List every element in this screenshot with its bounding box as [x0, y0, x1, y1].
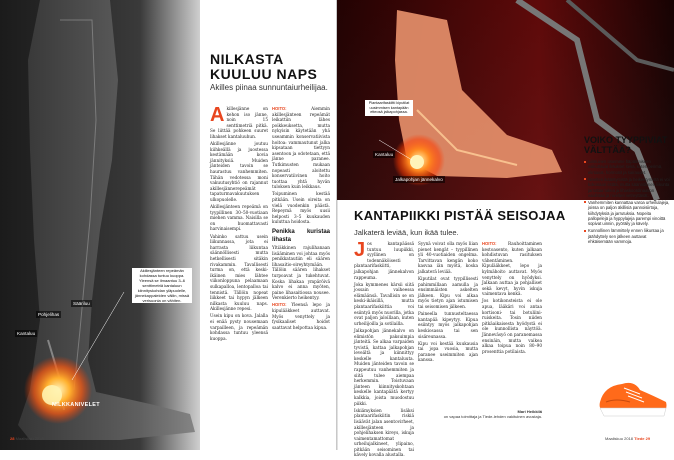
paragraph: os kantapäässä tuntuu luupiikki, syyllinen on todennäköisesti plantaarifaskiitti, jalkapohjan jännekalvon rappeuma. — [354, 241, 414, 280]
paragraph: Toipuminen kestää pitkään. Usein oireita on vielä vuodenkin päästä. Repeymä myös uusii helposti 3–5 kuukauden kuluttua hoidosta. — [272, 191, 330, 225]
paragraph: Yltiäkkinen rajulihanaan lisääminen voi johtaa myös penikkatautiin eli säären lihasaitio-oireyhtymään. Tällöin säären lihakset turpoavat ja tukehtuvat. Koska lihakaa ympäröivä kalvo ei anna myöten, paine lihasaitiossa nousee. Verenkierto heikentyy. — [272, 244, 330, 301]
right-article-column-3 — [482, 241, 542, 356]
paragraph: Aiemmin akillesjänteen repeämät leikattiin lähes poikkeuksetta, mutta nykyisin käytetään yhä useammin konservatiivista hoitoa: vammautunut jalka kipsataan tiettyyn asentoon ja odotetaan, että jänne paranee. Tutkimusten mukaan nopeasti aloitettu konservatiivinen hoito tuottaa yhtä hyvän tuloksen kuin leikkaus. — [272, 106, 330, 190]
issue-date: Maaliskuu 2018 — [605, 436, 634, 441]
hoito-label: HOITO: — [482, 241, 497, 246]
left-photo-caption: Akillesjänteen repeämän kohdassa tuntuu kuoppa. Yleensä se ilmaantuu 3–6 senttimetriä kantaluun kiinnityskohdan yläpuolelle, jännekappaleiden väliin, missä verisuonia on vähiten. — [132, 268, 192, 303]
right-article-column-2 — [418, 241, 478, 364]
left-dropcap: A — [210, 104, 225, 126]
paragraph: Akillesjänteen repeämä on tyypillinen 30–50-vuotiaan miehen vamma. Naisilla se on huomattavasti harvinaisempi. — [210, 204, 268, 232]
label-saariluu: Sääriluu — [73, 301, 90, 306]
paragraph: killesjänne on kehon iso jänne, noin 15 senttimetriä pitkä. Se liittää pohkeen suuret lihakset kantaluuhun. — [210, 106, 268, 139]
paragraph: Rauhoittaminen kestoasento, kuten jalkaan kohdistuvan rasituksen vähentäminen. Kipulääkkeet, lepo ja kylmähoito auttavat. Myös venyttely on hyödyksi. Jalkaan auttaa ja pohjalliset sekä kevyt, hyvin iskuja vaimentava kenkä. — [482, 241, 542, 297]
paragraph: Syynä voivat olla myös liian pienet kengät – tyypillinen yli 40-vuotiaiden ongelma. Tarvittavan kengän koko kasvaa iän myötä, koska jalkaterä leviää. — [418, 241, 478, 274]
sidebar-list-item: Kunnollinen lämmittely ennen liikuntaa ja jäähdyttely sen jälkeen auttavat ehkäisemään vammoja. — [584, 228, 670, 244]
label-kantaluu-right: Kantaluu — [375, 152, 394, 157]
sidebar-list-item: Vanhemmiten kannattaa varoa urheilulajeja, joissa on paljon äkillisiä pannoisiirtoja, kiihdytyksiä ja jarrutuksia. Nopeita pallopelejä ja hyppylajeja parempi vinoittä sopivat uinnin, pyöräily ja kävely. — [584, 200, 670, 227]
left-article-lead: Akilles piinaa sunnuntaiurheilijaa. — [210, 83, 328, 92]
paragraph: Usein kipu on kova. Jalalla ei enää pysty nousemaan varpailleen, ja repeämän kohdassa tuntuu yleensä kuoppa. — [210, 313, 268, 341]
page-number: 28 — [10, 436, 15, 441]
left-article-title: NILKASTA KUULUU NAPS — [210, 51, 318, 82]
paragraph: Paineella tunnusteltaessa kantapää kipeytyy. Kipua esiintyy myös jalkapohjan keskiosassa tai sen sisäreunassa. — [418, 311, 478, 339]
author-description: on vapaa toimittaja ja Tiede-lehden vakituinen avustaja. — [443, 414, 542, 419]
paragraph: Jos kotikonsteista ei ole apua, lääkäri voi antaa kortisoni- tai botuliini-ruiskeita. Tosin niiden pitkäaikaisesta hyödystä ei ole kunnollista näyttöä. Jänneväsyö on paranemassa ensinäin, mutta vaikea alkaa toipua noin 80–90 prosenttia potilaista. — [482, 298, 542, 354]
label-kantaluu: Kantaluu — [17, 331, 36, 336]
right-article-column-1 — [354, 241, 414, 460]
paragraph: Jalkapohjan jännekalvo on elimistön paksuimpia jänteitä. Se alkaa varpaiden tyvistä, kattaa jalkapohjan leveältä ja kiinnittyy keskelle kantaluuta. Muiden jänteiden tavoin se rappeutuu vanhemmiten ja siitä tulee aiempaa herkemmin. Toistuvaan jänteen kiinnityskohtaan keskelle kantapäätä kertyy kalkkia, joista muodostuu piikki. — [354, 327, 414, 406]
sidebar-list — [578, 159, 670, 245]
left-anatomy-photo — [0, 0, 200, 450]
leg-illustration — [0, 0, 200, 450]
paragraph: Iskiämyksien lisäksi plantaarifaskiitin riskiä lisäävät jalan asentovirheet, akillesjänteen ja pohjelihaksen kireys, iskuja vaimentamattomat urheilujalkineet, ylipaino, pitkään seisominen tai kävely kovalla alustalla. — [354, 407, 414, 458]
paragraph: Kipu voi kestää kuukausia tai jopa vuosia, mutta paranee useimmiten ajan kanssa. — [418, 340, 478, 363]
author-name: Mari Heikkilä — [517, 409, 542, 414]
paragraph: Akillesjänne joutuu kiihkeällä ja juostessa kestämään kovia jännityksiä. Muiden jänteiden tavoin se haurastuu vanhemmiten. Tähän vedotessa moni vakuutusyhtiö on rajannut akillesjännerepeämät tapaturmavakuutuksen ulkopuolelle. — [210, 141, 268, 202]
right-article-title: KANTAPIIKKI PISTÄÄ SEISOJAA — [354, 208, 566, 223]
label-pohjelihas: Pohjelihas — [38, 312, 60, 317]
paragraph: Yleensä lepo ja kipulääkkeet auttavat. Myös venyttely ja fysikaaliset hoidot saattavat helpottaa kipua. — [272, 302, 330, 330]
right-dropcap: J — [354, 239, 366, 261]
paragraph: Kiputilat ovat tyypillisesti pahimmillaan aamulla ja ensimmäisten askelten jälkeen. Kipu voi alkaa myös tietyn ajan istumisen tai seisomisen jälkeen. — [418, 276, 478, 310]
right-footer — [605, 436, 650, 441]
issue-date: Maaliskuu 2018 — [15, 436, 44, 441]
right-article-lead: Jalkaterä leviää, kun ikää tulee. — [354, 228, 459, 237]
paragraph: Joka kymmenes kärsii siitä jossain vaiheessa elämäänsä. Tavallisin se on keski-ikäisillä, mutta plantaarifaskiittia voi esiintyä myös nuorilla, jotka ovat paljon jaloillaan, kuten urheilijoilla ja sotilailla. — [354, 281, 414, 326]
paragraph: Vahinko sattuu usein liikunnassa, jota ei harrasta liikuntaa säännöllisesti mutta hetkellisesti sitäkin rivakammin. Tavallisesti turma on, että keski-ikäinen mies lähtee viikonloppuna pelaamaan sulkapalloa, lentopalloa tai tennistä. Tällöin nopeat liikkeet tai hypyn jälkeen nilkasta kuuluu naps. Akillesjänne repesi. — [210, 233, 268, 312]
sidebar-title: VOIKO TYYPPIVIAT VÄLTTÄÄ? — [584, 135, 668, 155]
sidebar-list-item: Liikkuvien osiemme häpäämiseen vaikuttavat ikäukset sekä, kuten perimä, elintavat, hormonit ja sairaudet. — [584, 159, 670, 175]
left-footer — [10, 436, 44, 441]
right-photo-caption: Plantaarifaskiitti kiputilat uusimmisen kantapään etteosä jalkapohjassa. — [365, 100, 413, 116]
label-nilkkanivelet: NILKKANIVELET — [52, 402, 100, 408]
left-subhead: Penikka kuristaa lihasta — [272, 228, 330, 243]
magazine-name: Tiede — [634, 436, 645, 441]
page-number: 29 — [645, 436, 651, 441]
hoito-label: HOITO: — [272, 106, 287, 111]
hoito-label: HOITO: — [272, 302, 287, 308]
running-shoe-image — [596, 372, 670, 420]
sidebar-list-item: Nivelten ikääntymistä ja heikentymistä ei voi kokonaan estää, mutta säännöllinen liikunta jarruttaa tukea ja lihaskoordinaation vaalintaa ja nivelten vetreyttävät. — [584, 177, 670, 199]
left-article-column-2 — [272, 106, 330, 332]
left-article-column-1 — [210, 106, 268, 343]
author-credit — [442, 409, 542, 419]
label-jalkapohja: Jalkapohjan jännekalvo — [395, 177, 443, 182]
